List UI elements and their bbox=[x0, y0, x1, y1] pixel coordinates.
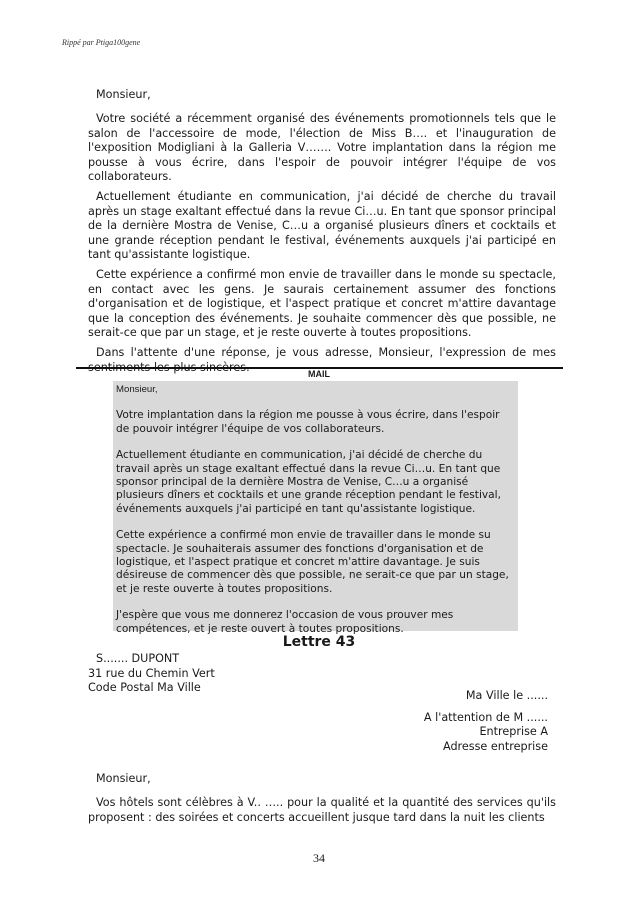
recipient-block bbox=[424, 689, 548, 754]
letter-body bbox=[88, 112, 556, 380]
letter-paragraph: Cette expérience a confirmé mon envie de travailler dans le monde su spectacle, en contact avec les gens. Je saurais certainement assumer des fonctions d'organisation et de logistique, et l'aspect pratique et concret m'attire davantage que la conception des événements. Je souhaite commencer dès que possible, ne serait-ce que par un stage, et je reste ouverte à toutes propositions. bbox=[88, 267, 556, 340]
letter-paragraph: Votre société a récemment organisé des événements promotionnels tels que le salon de l'accessoire de mode, l'élection de Miss B…. et l'inauguration de l'exposition Modigliani à la Galleria V……. Votre implantation dans la région me pousse à vous écrire, dans l'espoir de pouvoir intégrer l'équipe de vos collaborateurs. bbox=[88, 112, 556, 184]
letter-title: Lettre 43 bbox=[282, 634, 356, 650]
letter-paragraph: Actuellement étudiante en communication, j'ai décidé de cherche du travail après un stage exaltant effectué dans la revue Ci…u. En tant que sponsor principal de la dernière Mostra de Venise, C…u a organisé plusieurs dîners et cocktails et une grande réception pendant le festival, événements auxquels j'ai participé en tant qu'assistante logistique. bbox=[88, 189, 556, 262]
letter-salutation: Monsieur, bbox=[96, 88, 151, 101]
letter43-paragraph: Vos hôtels sont célèbres à V.. ….. pour la qualité et la quantité des services qu'ils proposent : des soirées et concerts accueillent jusque tard dans la nuit les clients bbox=[88, 796, 556, 824]
letter43-body bbox=[88, 796, 556, 825]
header-note: Rippé par Ptiga100gene bbox=[62, 38, 141, 47]
recipient-company: Entreprise A bbox=[479, 725, 548, 739]
mail-content bbox=[116, 383, 516, 649]
letter-paragraph: Dans l'attente d'une réponse, je vous adresse, Monsieur, l'expression de mes sentiments les plus sincères. bbox=[88, 345, 556, 374]
page-number: 34 bbox=[313, 851, 325, 865]
mail-paragraph: Actuellement étudiante en communication, j'ai décidé de cherche du travail après un stage exaltant effectué dans la revue Ci…u. En tant que sponsor principal de la dernière Mostra de Venise, C…u a organisé plusieurs dîners et cocktails et une grande réception pendant le festival, événements auxquels j'ai participé en tant qu'assistante logistique. bbox=[116, 449, 501, 515]
letter43-salutation: Monsieur, bbox=[96, 772, 151, 785]
mail-greeting: Monsieur, bbox=[116, 384, 158, 395]
mail-paragraph: Cette expérience a confirmé mon envie de travailler dans le monde su spectacle. Je souhaiterais assumer des fonctions d'organisation et de logistique, et l'aspect pratique et concret m'attire davantage. Je suis désireuse de commencer dès que possible, ne serait-ce que par un stage, et je reste ouverte à toutes propositions. bbox=[116, 529, 509, 595]
mail-paragraph: Votre implantation dans la région me pousse à vous écrire, dans l'espoir de pouvoir intégrer l'équipe de vos collaborateurs. bbox=[116, 409, 500, 435]
letter-date: Ma Ville le ...... bbox=[465, 689, 548, 702]
sender-street: 31 rue du Chemin Vert bbox=[88, 666, 215, 680]
sender-address bbox=[88, 652, 215, 696]
sender-name: S....... DUPONT bbox=[96, 652, 180, 665]
mail-label: MAIL bbox=[308, 369, 330, 379]
sender-city: Code Postal Ma Ville bbox=[88, 681, 201, 695]
mail-paragraph: J'espère que vous me donnerez l'occasion de vous prouver mes compétences, et je reste ouvert à toutes propositions. bbox=[116, 609, 454, 635]
recipient-attention: A l'attention de M ...... bbox=[423, 710, 548, 724]
recipient-address: Adresse entreprise bbox=[442, 739, 548, 753]
